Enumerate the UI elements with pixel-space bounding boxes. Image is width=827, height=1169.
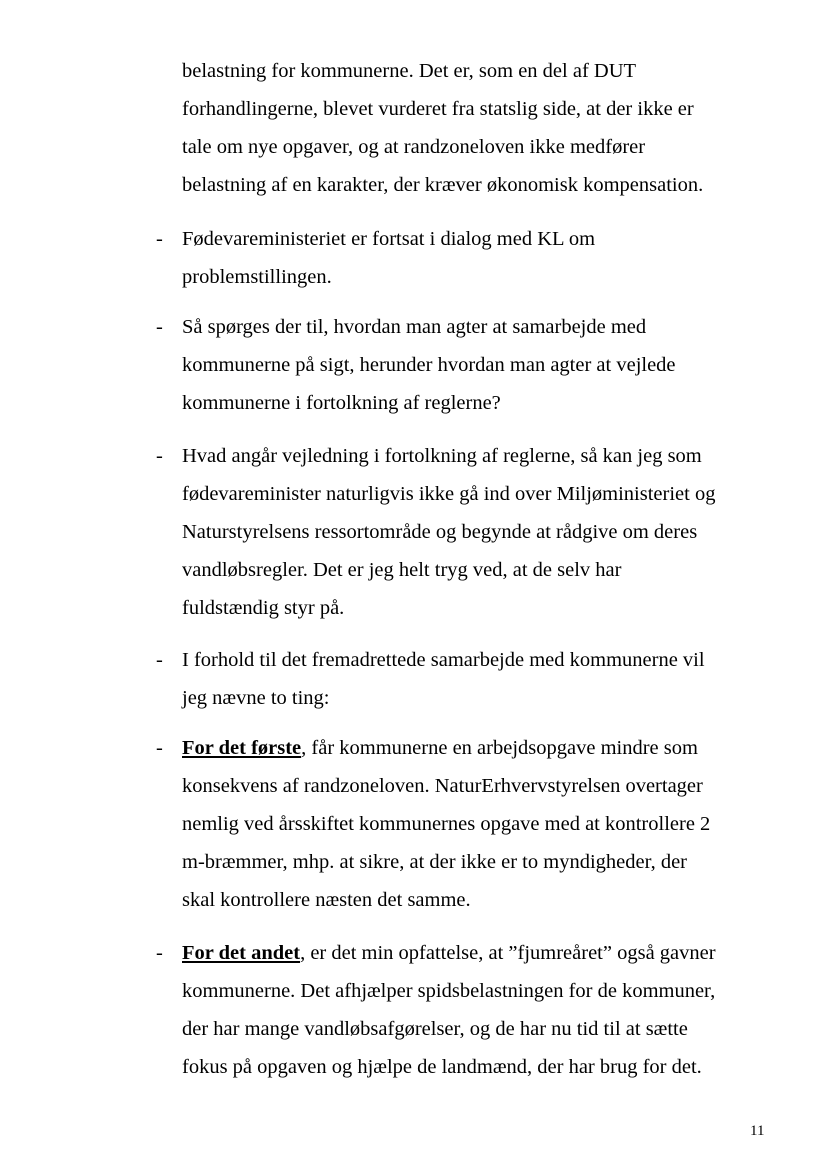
paragraph-line: kommunerne i fortolkning af reglerne? [182,392,501,414]
paragraph-line: forhandlingerne, blevet vurderet fra statslig side, at der ikke er [182,98,694,120]
paragraph-line: nemlig ved årsskiftet kommunernes opgave med at kontrollere 2 [182,813,711,835]
paragraph-line: Naturstyrelsens ressortområde og begynde at rådgive om deres [182,521,698,543]
paragraph-line: kommunerne. Det afhjælper spidsbelastningen for de kommuner, [182,980,716,1002]
bullet-dash: - [156,649,163,671]
paragraph-line: jeg nævne to ting: [182,687,330,709]
paragraph-line: Så spørges der til, hvordan man agter at samarbejde med [182,316,647,338]
bullet-dash: - [156,942,163,964]
bullet-dash: - [156,316,163,338]
paragraph-line: fødevareminister naturligvis ikke gå ind over Miljøministeriet og [182,483,716,505]
paragraph-line: der har mange vandløbsafgørelser, og de har nu tid til at sætte [182,1018,688,1040]
emphasis-first: For det første [182,737,302,759]
paragraph-line: fuldstændig styr på. [182,597,345,619]
page-number: 11 [750,1123,765,1139]
paragraph-line-rest: , får kommunerne en arbejdsopgave mindre som [301,737,698,759]
bullet-dash: - [156,737,163,759]
paragraph-line-rest: , er det min opfattelse, at ”fjumreåret” også gavner [300,942,716,964]
paragraph-line: belastning for kommunerne. Det er, som en del af DUT [182,60,637,82]
paragraph-line: I forhold til det fremadrettede samarbejde med kommunerne vil [182,649,705,671]
paragraph-line: fokus på opgaven og hjælpe de landmænd, der har brug for det. [182,1056,702,1078]
paragraph-line [182,735,698,761]
bullet-dash: - [156,228,163,250]
paragraph-line: skal kontrollere næsten det samme. [182,889,471,911]
paragraph-line: m-bræmmer, mhp. at sikre, at der ikke er to myndigheder, der [182,851,688,873]
paragraph-line: konsekvens af randzoneloven. NaturErhvervstyrelsen overtager [182,775,703,797]
paragraph-line: problemstillingen. [182,266,332,288]
emphasis-second: For det andet [182,942,301,964]
paragraph-line: kommunerne på sigt, herunder hvordan man agter at vejlede [182,354,676,376]
paragraph-line: Hvad angår vejledning i fortolkning af reglerne, så kan jeg som [182,445,702,467]
paragraph-line: tale om nye opgaver, og at randzoneloven ikke medfører [182,136,646,158]
paragraph-line: belastning af en karakter, der kræver økonomisk kompensation. [182,174,704,196]
paragraph-line [182,940,716,966]
paragraph-line: Fødevareministeriet er fortsat i dialog med KL om [182,228,596,250]
bullet-dash: - [156,445,163,467]
paragraph-line: vandløbsregler. Det er jeg helt tryg ved, at de selv har [182,559,622,581]
